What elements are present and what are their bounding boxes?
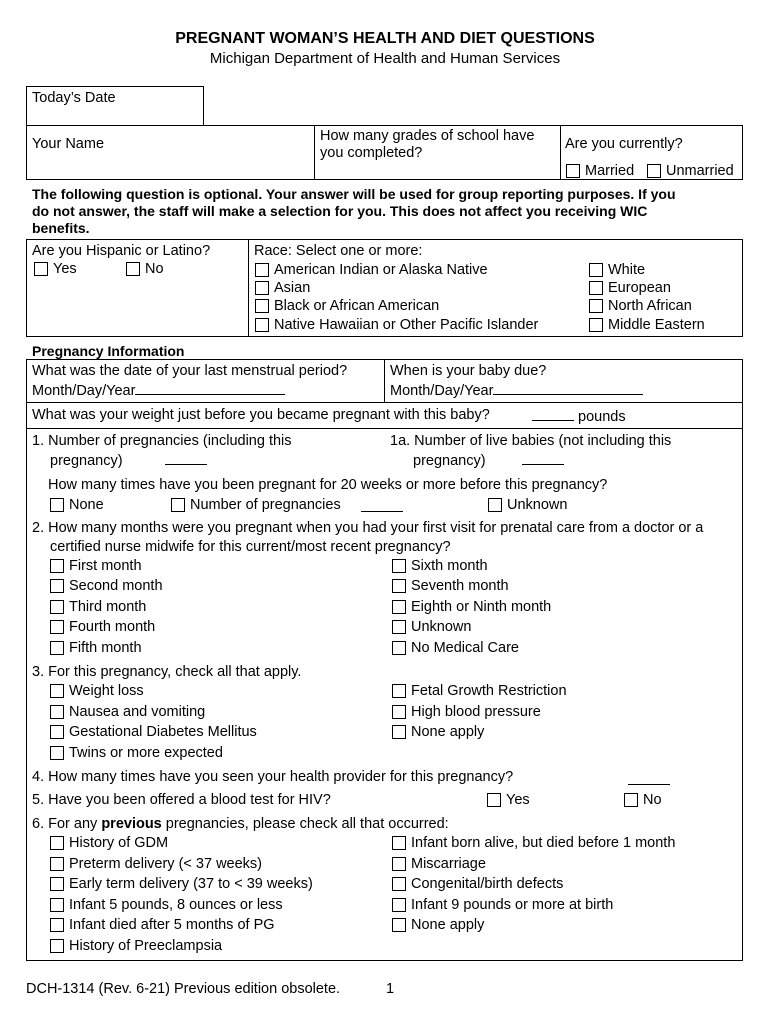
q5-question: 5. Have you been offered a blood test for HIV? [32,792,331,808]
race-option[interactable]: Native Hawaiian or Other Pacific Islander [255,316,538,334]
race-option[interactable]: American Indian or Alaska Native [255,261,488,279]
q3-option[interactable]: Fetal Growth Restriction [392,682,567,700]
q6-option[interactable]: Congenital/birth defects [392,875,563,893]
q3-option[interactable]: Weight loss [50,682,144,700]
q2-option[interactable]: Eighth or Ninth month [392,598,551,616]
unmarried-option[interactable]: Unmarried [647,162,734,180]
q3-checkbox[interactable] [50,746,64,760]
q5-no-option[interactable]: No [624,791,662,809]
q1-number-checkbox[interactable] [171,498,185,512]
q3-checkbox[interactable] [392,725,406,739]
q6-option[interactable]: History of GDM [50,834,168,852]
q3-option[interactable]: Twins or more expected [50,744,223,762]
q6-option[interactable]: Infant 9 pounds or more at birth [392,896,613,914]
q2-checkbox[interactable] [392,641,406,655]
q6-checkbox[interactable] [392,877,406,891]
q2-option[interactable]: Fifth month [50,639,142,657]
race-option[interactable]: North African [589,297,692,315]
q3-option[interactable]: High blood pressure [392,703,541,721]
q6-option[interactable]: None apply [392,916,484,934]
your-name-label: Your Name [32,136,105,152]
weight-question: What was your weight just before you became pregnant with this baby? [32,407,490,423]
married-option[interactable]: Married [566,162,634,180]
hispanic-yes-option[interactable]: Yes [34,260,77,278]
race-option[interactable]: Black or African American [255,297,439,315]
q3-question: 3. For this pregnancy, check all that apply. [32,664,302,680]
married-checkbox[interactable] [566,164,580,178]
race-checkbox[interactable] [589,299,603,313]
q2-checkbox[interactable] [50,600,64,614]
q3-checkbox[interactable] [50,725,64,739]
page-number: 1 [386,981,395,997]
q2-option[interactable]: Seventh month [392,577,509,595]
q1a-line1: 1a. Number of live babies (not including this [390,433,672,449]
q2-option[interactable]: Second month [50,577,163,595]
q3-option[interactable]: None apply [392,723,484,741]
race-checkbox[interactable] [255,263,269,277]
race-checkbox[interactable] [255,318,269,332]
q2-option[interactable]: Fourth month [50,618,155,636]
optional-notice-line3: benefits. [32,220,90,236]
page-title: PREGNANT WOMAN’S HEALTH AND DIET QUESTIONS [175,30,595,47]
q2-option[interactable]: Third month [50,598,146,616]
q6-checkbox[interactable] [50,877,64,891]
q2-option[interactable]: Sixth month [392,557,488,575]
q6-checkbox[interactable] [392,857,406,871]
q6-checkbox[interactable] [50,918,64,932]
due-date-question: When is your baby due? [390,363,547,379]
hispanic-no-checkbox[interactable] [126,262,140,276]
q5-yes-option[interactable]: Yes [487,791,530,809]
race-option[interactable]: European [589,279,671,297]
q6-checkbox[interactable] [50,857,64,871]
optional-notice-line1: The following question is optional. Your answer will be used for group reporting purposes. If you [32,186,676,202]
q1a-line2[interactable]: pregnancy) [413,451,564,470]
race-option[interactable]: Middle Eastern [589,316,705,334]
q6-checkbox[interactable] [392,836,406,850]
q2-checkbox[interactable] [50,620,64,634]
lmp-question: What was the date of your last menstrual period? [32,363,348,379]
q2-line1: 2. How many months were you pregnant when you had your first visit for prenatal care from a doctor or a [32,520,704,536]
q6-checkbox[interactable] [392,918,406,932]
q2-checkbox[interactable] [392,600,406,614]
q3-checkbox[interactable] [50,705,64,719]
weight-field[interactable]: pounds [532,407,626,426]
unmarried-checkbox[interactable] [647,164,661,178]
q2-checkbox[interactable] [392,559,406,573]
race-option[interactable]: White [589,261,645,279]
q6-option[interactable]: History of Preeclampsia [50,937,222,955]
q2-checkbox[interactable] [50,641,64,655]
q5-yes-checkbox[interactable] [487,793,501,807]
q6-option[interactable]: Preterm delivery (< 37 weeks) [50,855,262,873]
q1-number-option[interactable]: Number of pregnancies [171,496,403,514]
q3-checkbox[interactable] [392,705,406,719]
q6-option[interactable]: Infant 5 pounds, 8 ounces or less [50,896,283,914]
q1-weeks-question: How many times have you been pregnant for 20 weeks or more before this pregnancy? [48,477,608,493]
q3-checkbox[interactable] [50,684,64,698]
todays-date-label: Today’s Date [32,90,116,106]
q2-checkbox[interactable] [392,579,406,593]
q2-option[interactable]: First month [50,557,142,575]
q6-option[interactable]: Miscarriage [392,855,486,873]
form-id: DCH-1314 (Rev. 6-21) Previous edition obsolete. [26,981,341,997]
q1-line1: 1. Number of pregnancies (including this [32,433,292,449]
q3-option[interactable]: Nausea and vomiting [50,703,205,721]
optional-notice-line2: do not answer, the staff will make a selection for you. This does not affect you receiving WIC [32,203,648,219]
q6-question: 6. For any previous pregnancies, please check all that occurred: [32,816,449,832]
q6-checkbox[interactable] [50,836,64,850]
q4-question: 4. How many times have you seen your health provider for this pregnancy? [32,769,514,785]
your-name-field[interactable] [120,127,310,177]
grades-question-line2: you completed? [320,145,423,161]
q2-option[interactable]: No Medical Care [392,639,519,657]
race-option[interactable]: Asian [255,279,310,297]
grades-question-line1: How many grades of school have [320,128,535,144]
q6-checkbox[interactable] [392,898,406,912]
q6-checkbox[interactable] [50,898,64,912]
race-checkbox[interactable] [255,299,269,313]
q3-option[interactable]: Gestational Diabetes Mellitus [50,723,257,741]
currently-question: Are you currently? [565,136,683,152]
page-subtitle: Michigan Department of Health and Human Services [209,50,561,67]
hispanic-no-option[interactable]: No [126,260,164,278]
lmp-field[interactable]: Month/Day/Year [32,381,285,400]
q2-line2: certified nurse midwife for this current/most recent pregnancy? [50,539,451,555]
q2-checkbox[interactable] [50,579,64,593]
q3-checkbox[interactable] [392,684,406,698]
q4-blank[interactable] [628,784,670,785]
race-checkbox[interactable] [255,281,269,295]
q6-checkbox[interactable] [50,939,64,953]
q2-checkbox[interactable] [392,620,406,634]
q2-option[interactable]: Unknown [392,618,471,636]
q1-unknown-option[interactable]: Unknown [488,496,567,514]
q1-none-option[interactable]: None [50,496,104,514]
q2-checkbox[interactable] [50,559,64,573]
race-checkbox[interactable] [589,263,603,277]
q6-option[interactable]: Infant died after 5 months of PG [50,916,275,934]
race-checkbox[interactable] [589,281,603,295]
race-question: Race: Select one or more: [254,243,423,259]
due-date-field[interactable]: Month/Day/Year [390,381,643,400]
race-checkbox[interactable] [589,318,603,332]
hispanic-yes-checkbox[interactable] [34,262,48,276]
q5-no-checkbox[interactable] [624,793,638,807]
q1-none-checkbox[interactable] [50,498,64,512]
q1-unknown-checkbox[interactable] [488,498,502,512]
hispanic-question: Are you Hispanic or Latino? [32,243,211,259]
q1-line2[interactable]: pregnancy) [50,451,207,470]
pregnancy-info-heading: Pregnancy Information [32,343,185,359]
q6-option[interactable]: Early term delivery (37 to < 39 weeks) [50,875,313,893]
q6-option[interactable]: Infant born alive, but died before 1 month [392,834,675,852]
